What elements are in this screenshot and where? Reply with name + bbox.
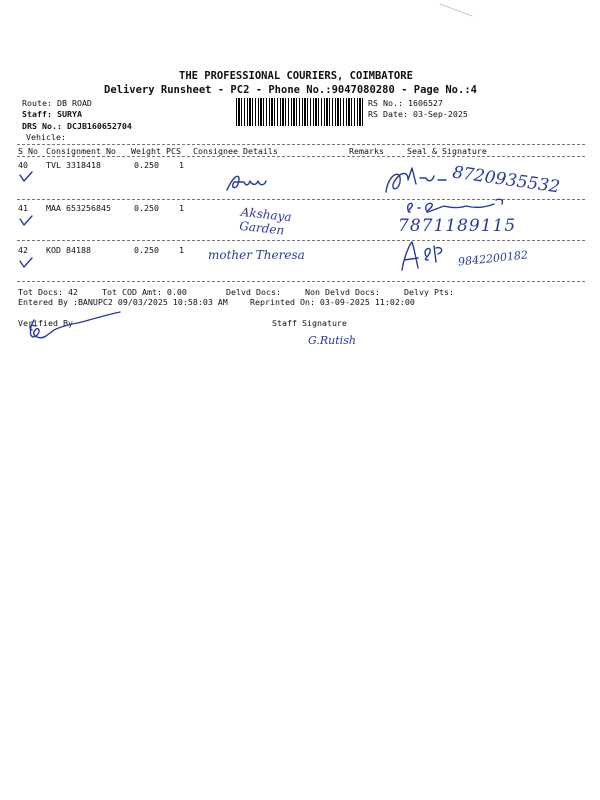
check-mark-icon: [18, 170, 34, 184]
row-weight: 0.250: [134, 245, 159, 255]
seal-signature-40: [382, 164, 452, 198]
entered-by: Entered By :BANUPC2 09/03/2025 10:58:03 AM: [18, 297, 228, 307]
verified-signature: [20, 306, 130, 346]
table-top-rule: [17, 144, 585, 145]
barcode: [236, 98, 364, 126]
rs-number: RS No.: 1606527: [368, 98, 443, 108]
vehicle-label: Vehicle:: [26, 132, 66, 142]
check-mark-icon: [18, 256, 34, 270]
consignee-signature-40: [224, 170, 274, 194]
col-seal: Seal & Signature: [407, 146, 487, 156]
row-pcs: 1: [179, 160, 184, 170]
tot-cod: Tot COD Amt: 0.00: [102, 287, 187, 297]
rs-date: RS Date: 03-Sep-2025: [368, 109, 468, 119]
staff-signature-handwriting: G.Rutish: [308, 334, 356, 347]
non-delvd-docs: Non Delvd Docs:: [305, 287, 380, 297]
staff-signature-label: Staff Signature: [272, 318, 347, 328]
seal-phone-41: 7871189115: [398, 216, 517, 236]
check-mark-icon: [18, 214, 34, 228]
col-consignee: Consignee Details: [193, 146, 278, 156]
row-divider: [17, 240, 585, 241]
row-weight: 0.250: [134, 160, 159, 170]
company-title: THE PROFESSIONAL COURIERS, COIMBATORE: [179, 70, 413, 82]
row-sno: 41: [18, 203, 28, 213]
table-header-rule: [17, 156, 585, 157]
row-pcs: 1: [179, 245, 184, 255]
row-sno: 42: [18, 245, 28, 255]
consignee-handwriting-42: mother Theresa: [208, 248, 305, 262]
col-remarks: Remarks: [349, 146, 384, 156]
drs-number: DRS No.: DCJB160652704: [22, 121, 132, 131]
staff-label: Staff: SURYA: [22, 109, 82, 119]
route-label: Route: DB ROAD: [22, 98, 92, 108]
delvy-pts: Delvy Pts:: [404, 287, 454, 297]
seal-phone-40: 8720935532: [451, 162, 562, 198]
delvd-docs: Delvd Docs:: [226, 287, 281, 297]
seal-signature-41: [404, 196, 544, 216]
col-weight: Weight: [131, 146, 161, 156]
col-consignment: Consignment No: [46, 146, 116, 156]
row-pcs: 1: [179, 203, 184, 213]
col-pcs: PCS: [166, 146, 181, 156]
tot-docs: Tot Docs: 42: [18, 287, 78, 297]
table-bottom-rule: [17, 281, 585, 282]
runsheet-subtitle: Delivery Runsheet - PC2 - Phone No.:9047080280 - Page No.:4: [104, 84, 477, 96]
row-consignment: MAA 653256845: [46, 203, 111, 213]
verified-by-label: Verified By: [18, 318, 73, 328]
seal-signature-42: [396, 238, 456, 274]
row-weight: 0.250: [134, 203, 159, 213]
corner-mark: [436, 2, 476, 22]
row-consignment: TVL 3318418: [46, 160, 101, 170]
reprinted-on: Reprinted On: 03-09-2025 11:02:00: [250, 297, 415, 307]
row-consignment: KOD 84188: [46, 245, 91, 255]
seal-phone-42: 9842200182: [457, 248, 529, 269]
row-sno: 40: [18, 160, 28, 170]
col-sno: S No: [18, 146, 38, 156]
consignee-handwriting-41: Akshaya Garden: [238, 204, 293, 238]
